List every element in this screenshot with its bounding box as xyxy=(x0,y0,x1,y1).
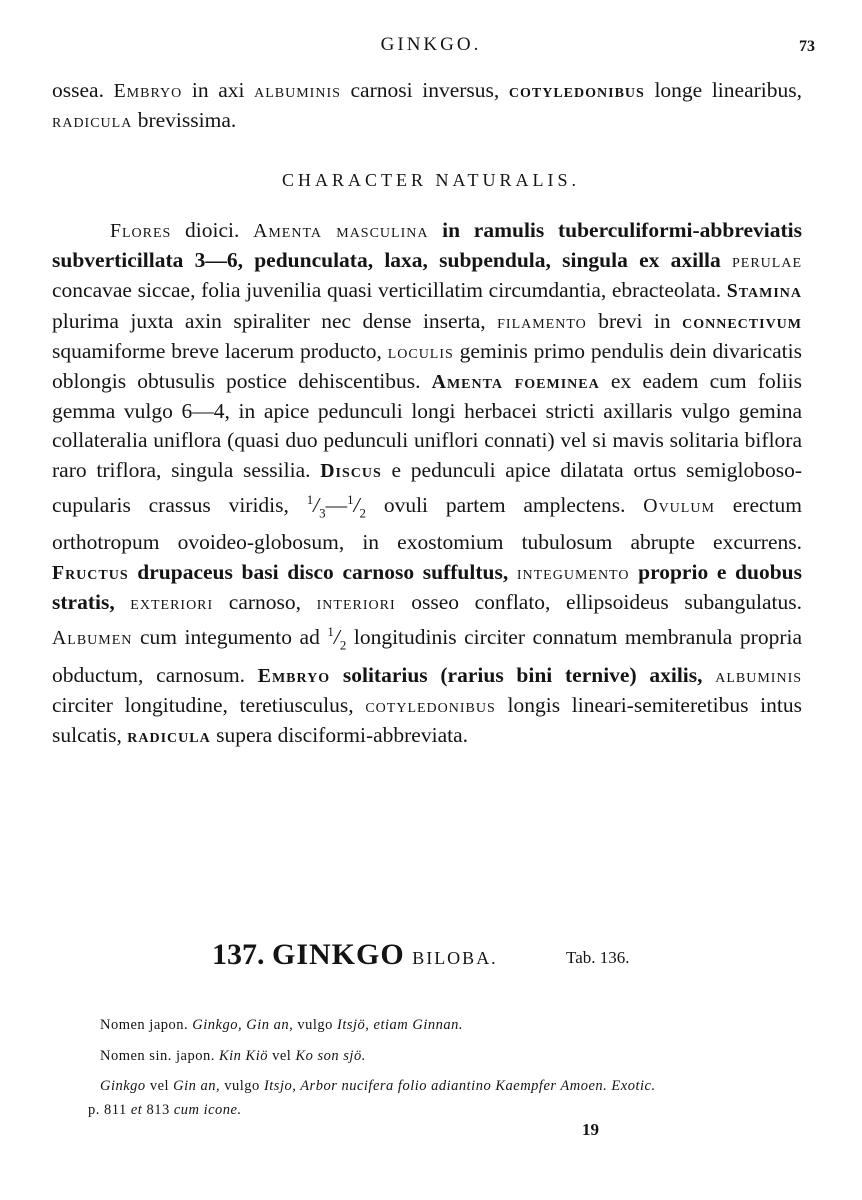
text-run: geminis primo pendulis dein divaricatis oblongis obtusulis postice dehiscentibus. xyxy=(52,338,802,394)
text-run: in ramulis tuberculiformi-abbreviatis subverticillata 3—6, pedunculata, laxa, subpendula, singula ex axilla xyxy=(52,218,802,273)
species-title xyxy=(212,938,498,972)
character-paragraph xyxy=(52,216,802,751)
text-run: brevi in xyxy=(586,308,683,333)
term-discus: Discus xyxy=(320,459,382,482)
page-number: 73 xyxy=(799,38,815,55)
text-run: dioici. xyxy=(171,218,254,242)
term-albuminis: albuminis xyxy=(254,80,341,102)
text-run: 813 xyxy=(142,1102,174,1118)
term-cotyledonibus: cotyledonibus xyxy=(508,80,645,102)
species-epithet: BILOBA. xyxy=(412,948,498,968)
term-amenta-foeminea: Amenta foeminea xyxy=(431,371,600,394)
term-amenta-masculina: Amenta masculina xyxy=(253,220,429,242)
fraction-numerator: 1 xyxy=(327,625,334,640)
text-run: ovuli partem amplectens. xyxy=(366,492,644,517)
text-run: ossea. xyxy=(52,78,114,102)
plate-reference: Tab. 136. xyxy=(566,948,630,967)
term-ovulum: Ovulum xyxy=(643,494,715,517)
text-run: Ginkgo, Gin an, xyxy=(192,1017,294,1033)
page-header xyxy=(0,34,862,58)
text-run: solitarius (rarius bini ternive) axilis, xyxy=(330,662,716,687)
species-number: 137. xyxy=(212,938,265,971)
text-run: plurima juxta axin spiraliter nec dense inserta, xyxy=(52,308,498,333)
section-heading: CHARACTER NATURALIS. xyxy=(281,170,580,190)
fraction-numerator: 1 xyxy=(347,492,354,507)
text-run: in axi xyxy=(182,78,255,102)
species-heading xyxy=(0,938,862,978)
text-run: Nomen sin. japon. xyxy=(100,1048,219,1064)
term-embryo: Embryo xyxy=(113,80,183,102)
term-cotyledonibus: cotyledonibus xyxy=(365,694,496,717)
term-radicula: radicula xyxy=(127,725,211,748)
text-run: Ko son sjö. xyxy=(295,1048,366,1064)
text-run: concavae siccae, folia juvenilia quasi verticillatim circumdantia, ebracteolata. xyxy=(52,278,727,303)
signature-mark: 19 xyxy=(582,1120,599,1139)
text-run: supera disciformi-abbreviata. xyxy=(210,723,468,748)
text-run: Ginkgo xyxy=(100,1078,146,1094)
term-exteriori: exteriori xyxy=(130,591,214,614)
text-run: Itsjo, Arbor nucifera folio adiantino Kaempfer Amoen. Exotic. xyxy=(263,1078,656,1094)
term-interiori: interiori xyxy=(316,591,396,614)
term-connectivum: connectivum xyxy=(682,310,802,333)
fraction-one-third: $^1/_3$ xyxy=(306,492,326,521)
text-run: Itsjö, etiam Ginnan. xyxy=(337,1017,463,1033)
species-genus: GINKGO xyxy=(272,938,405,971)
text-run: et xyxy=(130,1102,143,1118)
text-run: cum icone. xyxy=(173,1102,242,1118)
text-run: longe linearibus, xyxy=(644,78,802,102)
note-chinese-name xyxy=(100,1048,366,1065)
text-run: carnoso, xyxy=(213,589,317,614)
text-run: circiter longitudine, teretiusculus, xyxy=(52,692,366,717)
text-run: p. 811 xyxy=(88,1102,131,1118)
text-run: — xyxy=(325,492,348,517)
text-run: vel xyxy=(145,1078,174,1094)
term-albuminis: albuminis xyxy=(715,664,803,687)
intro-paragraph xyxy=(52,76,802,136)
note-japanese-name xyxy=(100,1017,463,1034)
running-head: GINKGO. xyxy=(380,34,482,55)
text-run: erectum orthotropum ovoideo-globosum, in exostomium tubulosum abrupte excurrens. xyxy=(52,492,802,555)
text-run: Gin an, xyxy=(173,1078,221,1094)
term-stamina: Stamina xyxy=(726,280,802,303)
fraction-denominator: 2 xyxy=(339,638,347,653)
text-run: Kin Kiö xyxy=(218,1048,268,1064)
fraction-denominator: 3 xyxy=(319,506,326,521)
text-run: Nomen japon. xyxy=(100,1017,193,1033)
fraction-one-half: $^1/_2$ xyxy=(347,492,366,521)
text-run: drupaceus basi disco carnoso suffultus, xyxy=(128,559,517,584)
fraction-numerator: 1 xyxy=(306,492,314,507)
text-run: squamiforme breve lacerum producto, xyxy=(52,338,388,363)
text-run: carnosi inversus, xyxy=(340,78,509,102)
fraction-one-half: $^1/_2$ xyxy=(327,625,347,653)
text-run: vel xyxy=(267,1048,296,1064)
term-fructus: Fructus xyxy=(52,561,129,584)
term-albumen: Albumen xyxy=(52,627,133,650)
text-run: e pedunculi apice dilatata ortus semigloboso-cupularis crassus viridis, xyxy=(52,457,802,517)
text-run: osseo conflato, ellipsoideus subangulatus. xyxy=(395,589,802,614)
text-run: cum integumento ad xyxy=(132,625,328,650)
text-run: longitudinis circiter connatum membranula propria obductum, carnosum. xyxy=(52,625,802,687)
term-embryo: Embryo xyxy=(257,664,331,687)
text-run: proprio e duobus stratis, xyxy=(52,559,802,614)
note-citation-pages xyxy=(88,1102,242,1119)
text-run: longis lineari-semiteretibus intus sulcatis, xyxy=(52,692,802,748)
term-flores: Flores xyxy=(110,220,172,242)
fraction-denominator: 2 xyxy=(359,506,366,521)
term-radicula: radicula xyxy=(52,110,133,133)
note-citation xyxy=(100,1078,810,1095)
text-run: brevissima. xyxy=(132,108,237,133)
text-run: vulgo xyxy=(220,1078,264,1094)
term-loculis: loculis xyxy=(387,340,454,363)
term-integumento: integumento xyxy=(516,561,630,584)
term-perulae: perulae xyxy=(732,250,802,273)
text-run: vulgo xyxy=(293,1017,337,1033)
term-filamento: filamento xyxy=(497,310,587,333)
text-run: ex eadem cum foliis gemma vulgo 6—4, in apice pedunculi longi herbacei stricti axillaris vulgo gemina collateralia uniflora (quasi duo pedunculi uniflori connati) vel si mavis solitaria biflora raro triflora, singula sessilia. xyxy=(52,369,802,482)
